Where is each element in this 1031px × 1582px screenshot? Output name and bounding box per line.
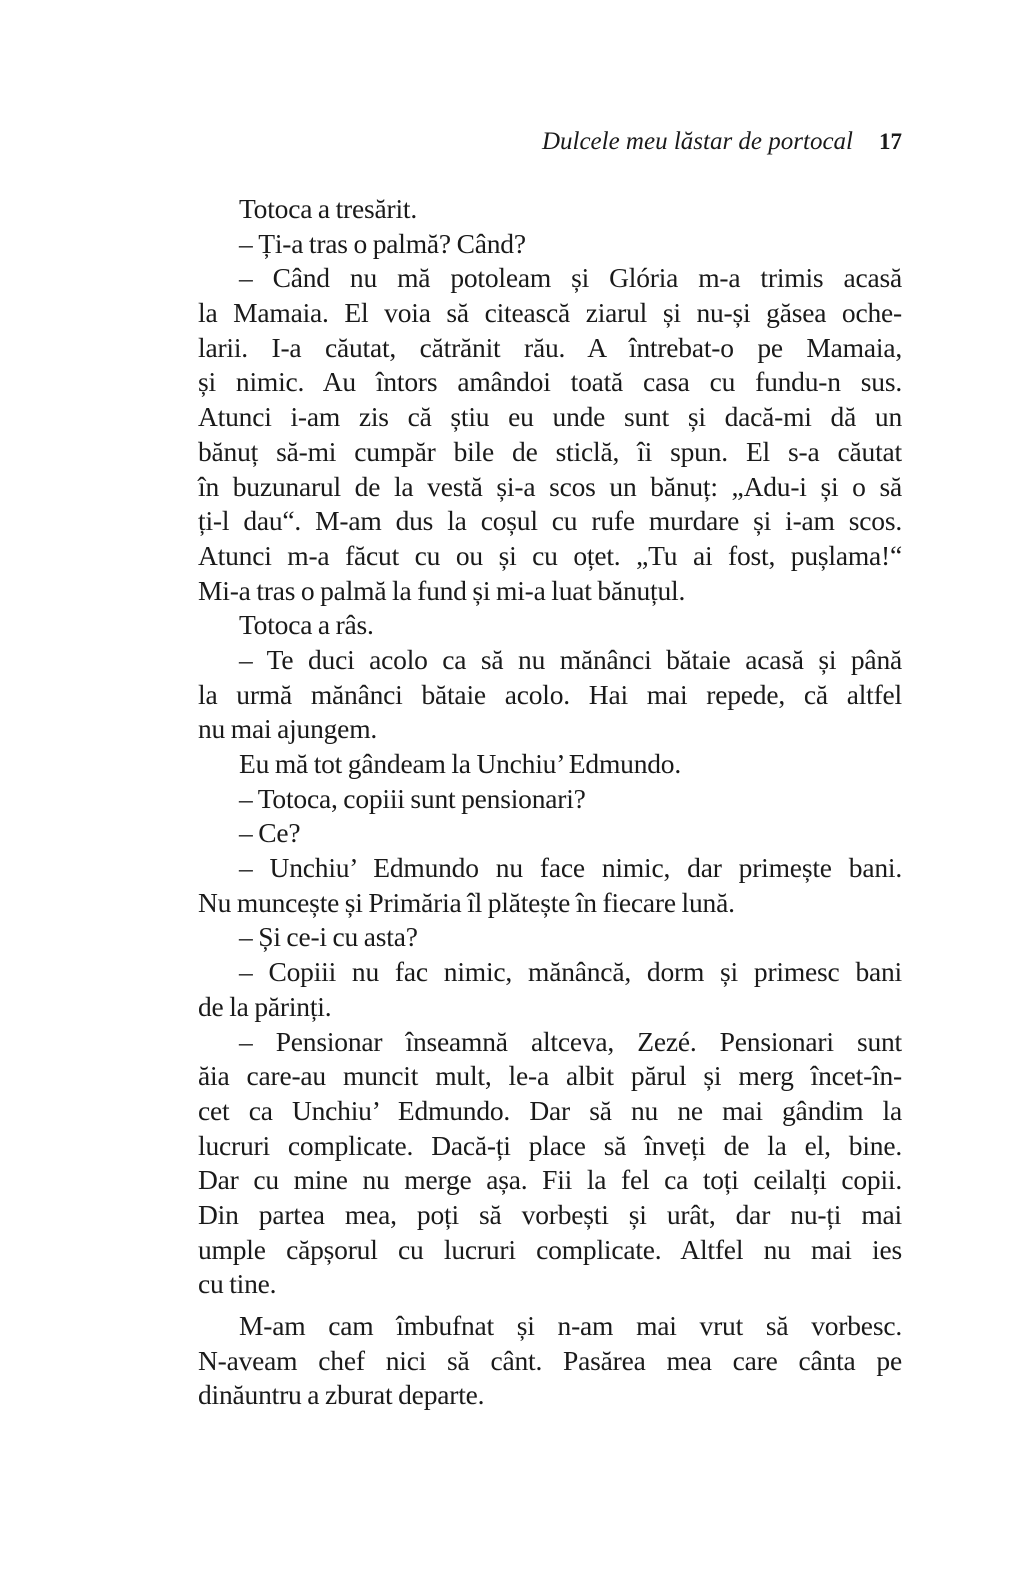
text-line: M-am cam îmbufnat și n-am mai vrut să vorbesc. [239, 1310, 902, 1341]
paragraph [198, 261, 902, 608]
paragraph [198, 782, 902, 817]
paragraph [198, 816, 902, 851]
text-line: Totoca a tresărit. [239, 193, 418, 224]
paragraph [198, 1309, 902, 1413]
paragraph [198, 920, 902, 955]
text-line: – Copiii nu fac nimic, mănâncă, dorm și primesc bani [239, 956, 902, 988]
text-line: cu tine. [198, 1268, 277, 1300]
text-line: umple căpșorul cu lucruri complicate. Altfel nu mai ies [198, 1233, 902, 1265]
paragraph [198, 192, 902, 227]
text-line: Mi-a tras o palmă la fund și mi-a luat bănuțul. [198, 574, 686, 606]
text-line: și nimic. Au întors amândoi toată casa cu fundu-n sus. [198, 366, 902, 398]
text-line: Atunci m-a făcut cu ou și cu oțet. „Tu ai fost, pușlama!“ [198, 539, 902, 571]
running-header [198, 128, 902, 164]
text-line: Nu muncește și Primăria îl plătește în fiecare lună. [198, 886, 735, 918]
text-line: Eu mă tot gândeam la Unchiu’ Edmundo. [239, 748, 682, 779]
text-line: – Ți-a tras o palmă? Când? [239, 227, 526, 259]
text-line: – Ce? [239, 817, 301, 849]
paragraph [198, 227, 902, 262]
text-line: – Unchiu’ Edmundo nu face nimic, dar primește bani. [239, 852, 902, 884]
text-line: cet ca Unchiu’ Edmundo. Dar să nu ne mai gândim la [198, 1094, 902, 1126]
body-text [198, 192, 902, 1413]
running-title: Dulcele meu lăstar de portocal [541, 128, 853, 155]
text-line: – Pensionar înseamnă altceva, Zezé. Pensionari sunt [239, 1025, 902, 1057]
paragraph [198, 608, 902, 643]
text-line: – Te duci acolo ca să nu mănânci bătaie acasă și până [239, 643, 902, 675]
text-line: la Mamaia. El voia să citească ziarul și nu-și găsea oche- [198, 297, 902, 329]
text-line: lucruri complicate. Dacă-ți place să înveți de la el, bine. [198, 1129, 902, 1161]
paragraph [198, 747, 902, 782]
page-number: 17 [879, 129, 902, 154]
text-line: ăia care-au muncit mult, le-a albit părul și merg încet-în- [198, 1060, 902, 1092]
text-line: în buzunarul de la vestă și-a scos un bănuț: „Adu-i și o să [198, 470, 902, 502]
paragraph [198, 955, 902, 1024]
text-line: de la părinți. [198, 990, 332, 1022]
paragraph [198, 1025, 902, 1303]
text-line: – Totoca, copiii sunt pensionari? [239, 782, 586, 814]
text-line: bănuț să-mi cumpăr bile de sticlă, îi spun. El s-a căutat [198, 435, 902, 467]
text-line: N-aveam chef nici să cânt. Pasărea mea care cânta pe [198, 1344, 902, 1376]
text-line: Dar cu mine nu merge așa. Fii la fel ca toți ceilalți copii. [198, 1164, 902, 1196]
text-line: – Și ce-i cu asta? [239, 921, 418, 953]
text-line: Din partea mea, poți să vorbești și urât, dar nu-ți mai [198, 1198, 902, 1230]
text-line: – Când nu mă potoleam și Glória m-a trimis acasă [239, 262, 902, 294]
text-line: Totoca a râs. [239, 609, 374, 641]
text-line: ți-l dau“. M-am dus la coșul cu rufe murdare și i-am scos. [198, 505, 902, 537]
text-line: dinăuntru a zburat departe. [198, 1379, 485, 1411]
text-line: Atunci i-am zis că știu eu unde sunt și dacă-mi dă un [198, 401, 902, 433]
paragraph [198, 643, 902, 747]
text-line: nu mai ajungem. [198, 713, 378, 745]
text-line: larii. I-a căutat, cătrănit rău. A întrebat-o pe Mamaia, [198, 331, 902, 363]
paragraph [198, 851, 902, 920]
text-line: la urmă mănânci bătaie acolo. Hai mai repede, că altfel [198, 678, 902, 710]
